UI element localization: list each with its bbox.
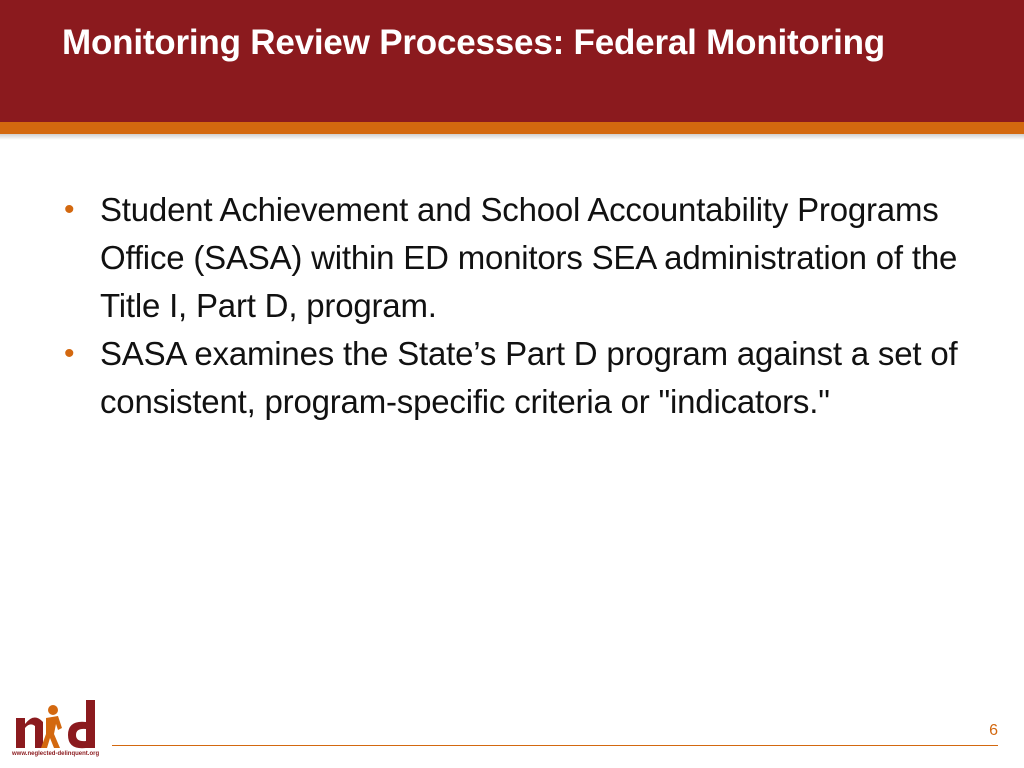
bullet-item bbox=[62, 186, 962, 330]
title-bar bbox=[0, 0, 1024, 122]
title-shadow bbox=[0, 134, 1024, 140]
logo-figure-body bbox=[41, 716, 62, 748]
page-number: 6 bbox=[989, 722, 998, 739]
logo-d-stem bbox=[86, 700, 95, 748]
bullet-list bbox=[62, 186, 962, 426]
bullet-text: SASA examines the State’s Part D program against a set of consistent, program-specific criteria or "indicators." bbox=[100, 335, 958, 420]
logo-n-arch bbox=[25, 717, 43, 748]
bullet-item bbox=[62, 330, 962, 426]
footer-divider bbox=[112, 745, 998, 746]
bullet-marker: • bbox=[64, 193, 75, 226]
logo-url: www.neglected-delinquent.org bbox=[12, 751, 100, 757]
logo-n-left-stem bbox=[16, 718, 25, 748]
logo-d-bowl bbox=[68, 722, 86, 748]
nd-logo-icon bbox=[12, 698, 104, 750]
title-accent-stripe bbox=[0, 122, 1024, 134]
bullet-text: Student Achievement and School Accountability Programs Office (SASA) within ED monitors SEA administration of the Title I, Part D, program. bbox=[100, 191, 958, 324]
logo-figure-head bbox=[48, 705, 58, 715]
slide-title: Monitoring Review Processes: Federal Monitoring bbox=[62, 23, 885, 62]
bullet-marker: • bbox=[64, 337, 75, 370]
